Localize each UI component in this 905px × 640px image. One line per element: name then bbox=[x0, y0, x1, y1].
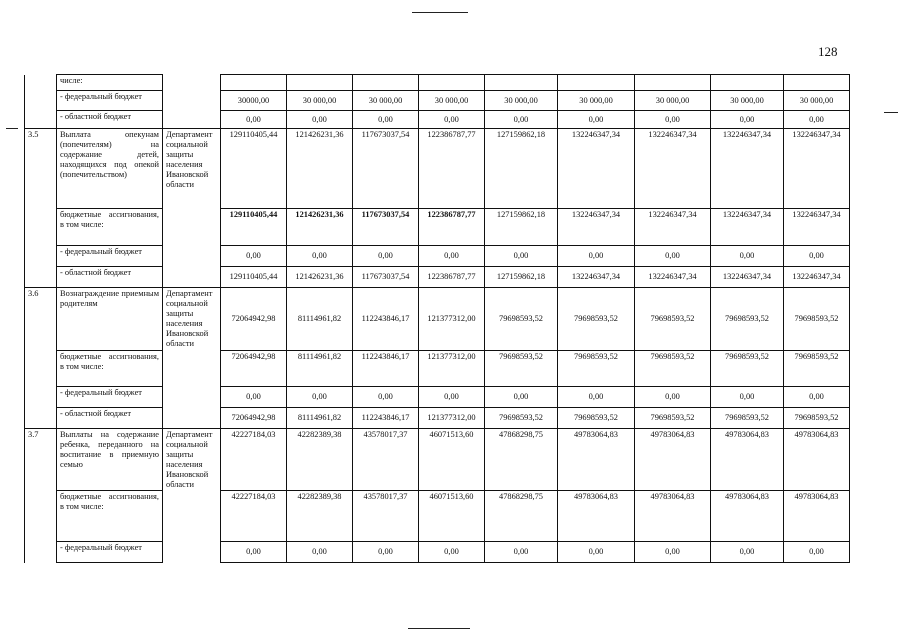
department-cell bbox=[163, 246, 221, 267]
item-number-cell bbox=[25, 386, 57, 407]
value-cell: 30 000,00 bbox=[419, 91, 485, 111]
value-cell: 129110405,44 bbox=[221, 209, 287, 246]
value-cell: 79698593,52 bbox=[784, 407, 850, 428]
value-cell: 49783064,83 bbox=[635, 491, 711, 542]
value-cell: 0,00 bbox=[221, 386, 287, 407]
item-name-cell: - областной бюджет bbox=[57, 267, 163, 288]
item-name-cell: Выплата опекунам (попечителям) на содержание детей, находящихся под опекой (попечительством) bbox=[57, 129, 163, 209]
item-name-cell: - федеральный бюджет bbox=[57, 246, 163, 267]
department-cell: Департамент социальной защиты населения Ивановской области bbox=[163, 129, 221, 209]
value-cell: 42227184,03 bbox=[221, 428, 287, 491]
value-cell: 30 000,00 bbox=[711, 91, 784, 111]
value-cell: 0,00 bbox=[635, 246, 711, 267]
value-cell: 117673037,54 bbox=[353, 129, 419, 209]
value-cell: 121377312,00 bbox=[419, 350, 485, 386]
item-name-cell: - федеральный бюджет bbox=[57, 386, 163, 407]
value-cell: 43578017,37 bbox=[353, 491, 419, 542]
value-cell: 0,00 bbox=[784, 542, 850, 563]
value-cell: 30 000,00 bbox=[784, 91, 850, 111]
department-cell bbox=[163, 491, 221, 542]
value-cell: 46071513,60 bbox=[419, 491, 485, 542]
value-cell: 0,00 bbox=[419, 386, 485, 407]
value-cell: 132246347,34 bbox=[558, 129, 635, 209]
value-cell: 49783064,83 bbox=[635, 428, 711, 491]
value-cell: 121426231,36 bbox=[287, 129, 353, 209]
value-cell: 0,00 bbox=[353, 542, 419, 563]
value-cell: 30 000,00 bbox=[635, 91, 711, 111]
value-cell: 121426231,36 bbox=[287, 267, 353, 288]
value-cell: 49783064,83 bbox=[558, 428, 635, 491]
item-name-cell: Выплаты на содержание ребенка, переданного на воспитание в приемную семью bbox=[57, 428, 163, 491]
item-name-cell: бюджетные ассигнования, в том числе: bbox=[57, 350, 163, 386]
value-cell: 129110405,44 bbox=[221, 129, 287, 209]
value-cell: 0,00 bbox=[353, 111, 419, 129]
item-number-cell bbox=[25, 246, 57, 267]
value-cell: 0,00 bbox=[784, 386, 850, 407]
department-cell bbox=[163, 386, 221, 407]
value-cell: 79698593,52 bbox=[784, 288, 850, 351]
item-number-cell bbox=[25, 111, 57, 129]
department-cell bbox=[163, 542, 221, 563]
value-cell: 47868298,75 bbox=[485, 428, 558, 491]
value-cell: 42282389,38 bbox=[287, 491, 353, 542]
department-cell bbox=[163, 407, 221, 428]
value-cell: 47868298,75 bbox=[485, 491, 558, 542]
item-name-cell: числе: bbox=[57, 75, 163, 91]
value-cell: 72064942,98 bbox=[221, 288, 287, 351]
value-cell: 0,00 bbox=[221, 542, 287, 563]
table-row bbox=[25, 386, 850, 407]
table-row bbox=[25, 350, 850, 386]
value-cell: 0,00 bbox=[711, 111, 784, 129]
value-cell: 0,00 bbox=[558, 111, 635, 129]
value-cell: 0,00 bbox=[784, 246, 850, 267]
value-cell: 79698593,52 bbox=[485, 407, 558, 428]
value-cell: 79698593,52 bbox=[485, 350, 558, 386]
table-row bbox=[25, 491, 850, 542]
value-cell: 0,00 bbox=[353, 246, 419, 267]
value-cell: 132246347,34 bbox=[558, 267, 635, 288]
item-name-cell: - областной бюджет bbox=[57, 111, 163, 129]
value-cell: 0,00 bbox=[485, 246, 558, 267]
value-cell: 30 000,00 bbox=[287, 91, 353, 111]
value-cell bbox=[784, 75, 850, 91]
value-cell: 79698593,52 bbox=[635, 288, 711, 351]
value-cell: 79698593,52 bbox=[558, 407, 635, 428]
value-cell: 0,00 bbox=[558, 542, 635, 563]
table-row bbox=[25, 75, 850, 91]
value-cell: 132246347,34 bbox=[711, 267, 784, 288]
value-cell: 0,00 bbox=[558, 246, 635, 267]
item-number-cell bbox=[25, 91, 57, 111]
value-cell: 0,00 bbox=[419, 111, 485, 129]
value-cell: 122386787,77 bbox=[419, 129, 485, 209]
department-cell bbox=[163, 75, 221, 91]
item-number-cell bbox=[25, 75, 57, 91]
item-number-cell bbox=[25, 267, 57, 288]
value-cell: 132246347,34 bbox=[784, 209, 850, 246]
table-row bbox=[25, 407, 850, 428]
value-cell: 0,00 bbox=[635, 542, 711, 563]
scan-mark-left bbox=[6, 128, 18, 129]
value-cell: 0,00 bbox=[419, 246, 485, 267]
scan-mark-right bbox=[884, 112, 898, 113]
item-number-cell bbox=[25, 350, 57, 386]
value-cell: 0,00 bbox=[558, 386, 635, 407]
item-name-cell: Вознаграждение приемным родителям bbox=[57, 288, 163, 351]
value-cell: 127159862,18 bbox=[485, 209, 558, 246]
value-cell: 0,00 bbox=[419, 542, 485, 563]
item-name-cell: - областной бюджет bbox=[57, 407, 163, 428]
item-number-cell: 3.5 bbox=[25, 129, 57, 209]
value-cell bbox=[711, 75, 784, 91]
value-cell: 42282389,38 bbox=[287, 428, 353, 491]
value-cell: 72064942,98 bbox=[221, 407, 287, 428]
value-cell: 0,00 bbox=[784, 111, 850, 129]
item-number-cell bbox=[25, 542, 57, 563]
value-cell: 0,00 bbox=[287, 542, 353, 563]
value-cell: 121377312,00 bbox=[419, 288, 485, 351]
value-cell: 0,00 bbox=[221, 246, 287, 267]
item-number-cell: 3.7 bbox=[25, 428, 57, 491]
value-cell: 30 000,00 bbox=[353, 91, 419, 111]
table-row bbox=[25, 267, 850, 288]
value-cell: 0,00 bbox=[485, 111, 558, 129]
item-name-cell: бюджетные ассигнования, в том числе: bbox=[57, 491, 163, 542]
table-row bbox=[25, 542, 850, 563]
value-cell: 49783064,83 bbox=[784, 428, 850, 491]
value-cell: 79698593,52 bbox=[635, 350, 711, 386]
scan-mark-bottom bbox=[408, 628, 470, 629]
value-cell bbox=[287, 75, 353, 91]
value-cell: 132246347,34 bbox=[635, 129, 711, 209]
value-cell: 0,00 bbox=[287, 386, 353, 407]
table-row bbox=[25, 209, 850, 246]
department-cell bbox=[163, 350, 221, 386]
value-cell: 0,00 bbox=[711, 542, 784, 563]
value-cell: 79698593,52 bbox=[711, 350, 784, 386]
budget-table bbox=[24, 74, 850, 563]
value-cell: 30000,00 bbox=[221, 91, 287, 111]
value-cell: 79698593,52 bbox=[485, 288, 558, 351]
value-cell: 81114961,82 bbox=[287, 350, 353, 386]
value-cell: 132246347,34 bbox=[635, 267, 711, 288]
value-cell: 46071513,60 bbox=[419, 428, 485, 491]
table-row bbox=[25, 428, 850, 491]
table-row bbox=[25, 246, 850, 267]
value-cell: 121377312,00 bbox=[419, 407, 485, 428]
value-cell: 79698593,52 bbox=[711, 407, 784, 428]
value-cell: 81114961,82 bbox=[287, 407, 353, 428]
item-number-cell bbox=[25, 491, 57, 542]
item-number-cell bbox=[25, 209, 57, 246]
value-cell: 42227184,03 bbox=[221, 491, 287, 542]
value-cell: 79698593,52 bbox=[558, 350, 635, 386]
value-cell: 0,00 bbox=[287, 111, 353, 129]
value-cell: 43578017,37 bbox=[353, 428, 419, 491]
value-cell: 0,00 bbox=[353, 386, 419, 407]
department-cell bbox=[163, 267, 221, 288]
value-cell: 0,00 bbox=[635, 386, 711, 407]
value-cell: 132246347,34 bbox=[784, 267, 850, 288]
value-cell: 127159862,18 bbox=[485, 267, 558, 288]
value-cell: 132246347,34 bbox=[711, 209, 784, 246]
table-row bbox=[25, 288, 850, 351]
value-cell: 49783064,83 bbox=[711, 428, 784, 491]
value-cell: 0,00 bbox=[711, 386, 784, 407]
value-cell: 132246347,34 bbox=[635, 209, 711, 246]
value-cell: 49783064,83 bbox=[711, 491, 784, 542]
value-cell: 122386787,77 bbox=[419, 267, 485, 288]
value-cell: 79698593,52 bbox=[784, 350, 850, 386]
value-cell: 112243846,17 bbox=[353, 350, 419, 386]
department-cell bbox=[163, 91, 221, 111]
value-cell: 112243846,17 bbox=[353, 407, 419, 428]
value-cell: 127159862,18 bbox=[485, 129, 558, 209]
value-cell: 30 000,00 bbox=[485, 91, 558, 111]
value-cell: 121426231,36 bbox=[287, 209, 353, 246]
value-cell bbox=[419, 75, 485, 91]
value-cell: 117673037,54 bbox=[353, 209, 419, 246]
value-cell: 49783064,83 bbox=[784, 491, 850, 542]
value-cell: 79698593,52 bbox=[558, 288, 635, 351]
page-number: 128 bbox=[818, 44, 838, 59]
value-cell: 49783064,83 bbox=[558, 491, 635, 542]
value-cell bbox=[635, 75, 711, 91]
item-name-cell: - федеральный бюджет bbox=[57, 91, 163, 111]
value-cell bbox=[558, 75, 635, 91]
department-cell: Департамент социальной защиты населения Ивановской области bbox=[163, 428, 221, 491]
item-number-cell bbox=[25, 407, 57, 428]
value-cell: 117673037,54 bbox=[353, 267, 419, 288]
item-name-cell: бюджетные ассигнования, в том числе: bbox=[57, 209, 163, 246]
value-cell: 0,00 bbox=[635, 111, 711, 129]
table-row bbox=[25, 91, 850, 111]
item-name-cell: - федеральный бюджет bbox=[57, 542, 163, 563]
scan-mark-top bbox=[412, 12, 468, 13]
value-cell: 72064942,98 bbox=[221, 350, 287, 386]
item-number-cell: 3.6 bbox=[25, 288, 57, 351]
value-cell: 0,00 bbox=[485, 542, 558, 563]
department-cell: Департамент социальной защиты населения Ивановской области bbox=[163, 288, 221, 351]
value-cell: 0,00 bbox=[485, 386, 558, 407]
value-cell: 122386787,77 bbox=[419, 209, 485, 246]
value-cell bbox=[221, 75, 287, 91]
value-cell: 132246347,34 bbox=[711, 129, 784, 209]
value-cell: 132246347,34 bbox=[558, 209, 635, 246]
value-cell: 129110405,44 bbox=[221, 267, 287, 288]
department-cell bbox=[163, 111, 221, 129]
value-cell: 0,00 bbox=[287, 246, 353, 267]
budget-table-body bbox=[25, 75, 850, 563]
department-cell bbox=[163, 209, 221, 246]
value-cell bbox=[485, 75, 558, 91]
value-cell: 30 000,00 bbox=[558, 91, 635, 111]
value-cell: 79698593,52 bbox=[635, 407, 711, 428]
value-cell: 0,00 bbox=[711, 246, 784, 267]
value-cell: 0,00 bbox=[221, 111, 287, 129]
value-cell: 132246347,34 bbox=[784, 129, 850, 209]
value-cell: 81114961,82 bbox=[287, 288, 353, 351]
value-cell: 112243846,17 bbox=[353, 288, 419, 351]
table-row bbox=[25, 111, 850, 129]
value-cell bbox=[353, 75, 419, 91]
table-row bbox=[25, 129, 850, 209]
value-cell: 79698593,52 bbox=[711, 288, 784, 351]
